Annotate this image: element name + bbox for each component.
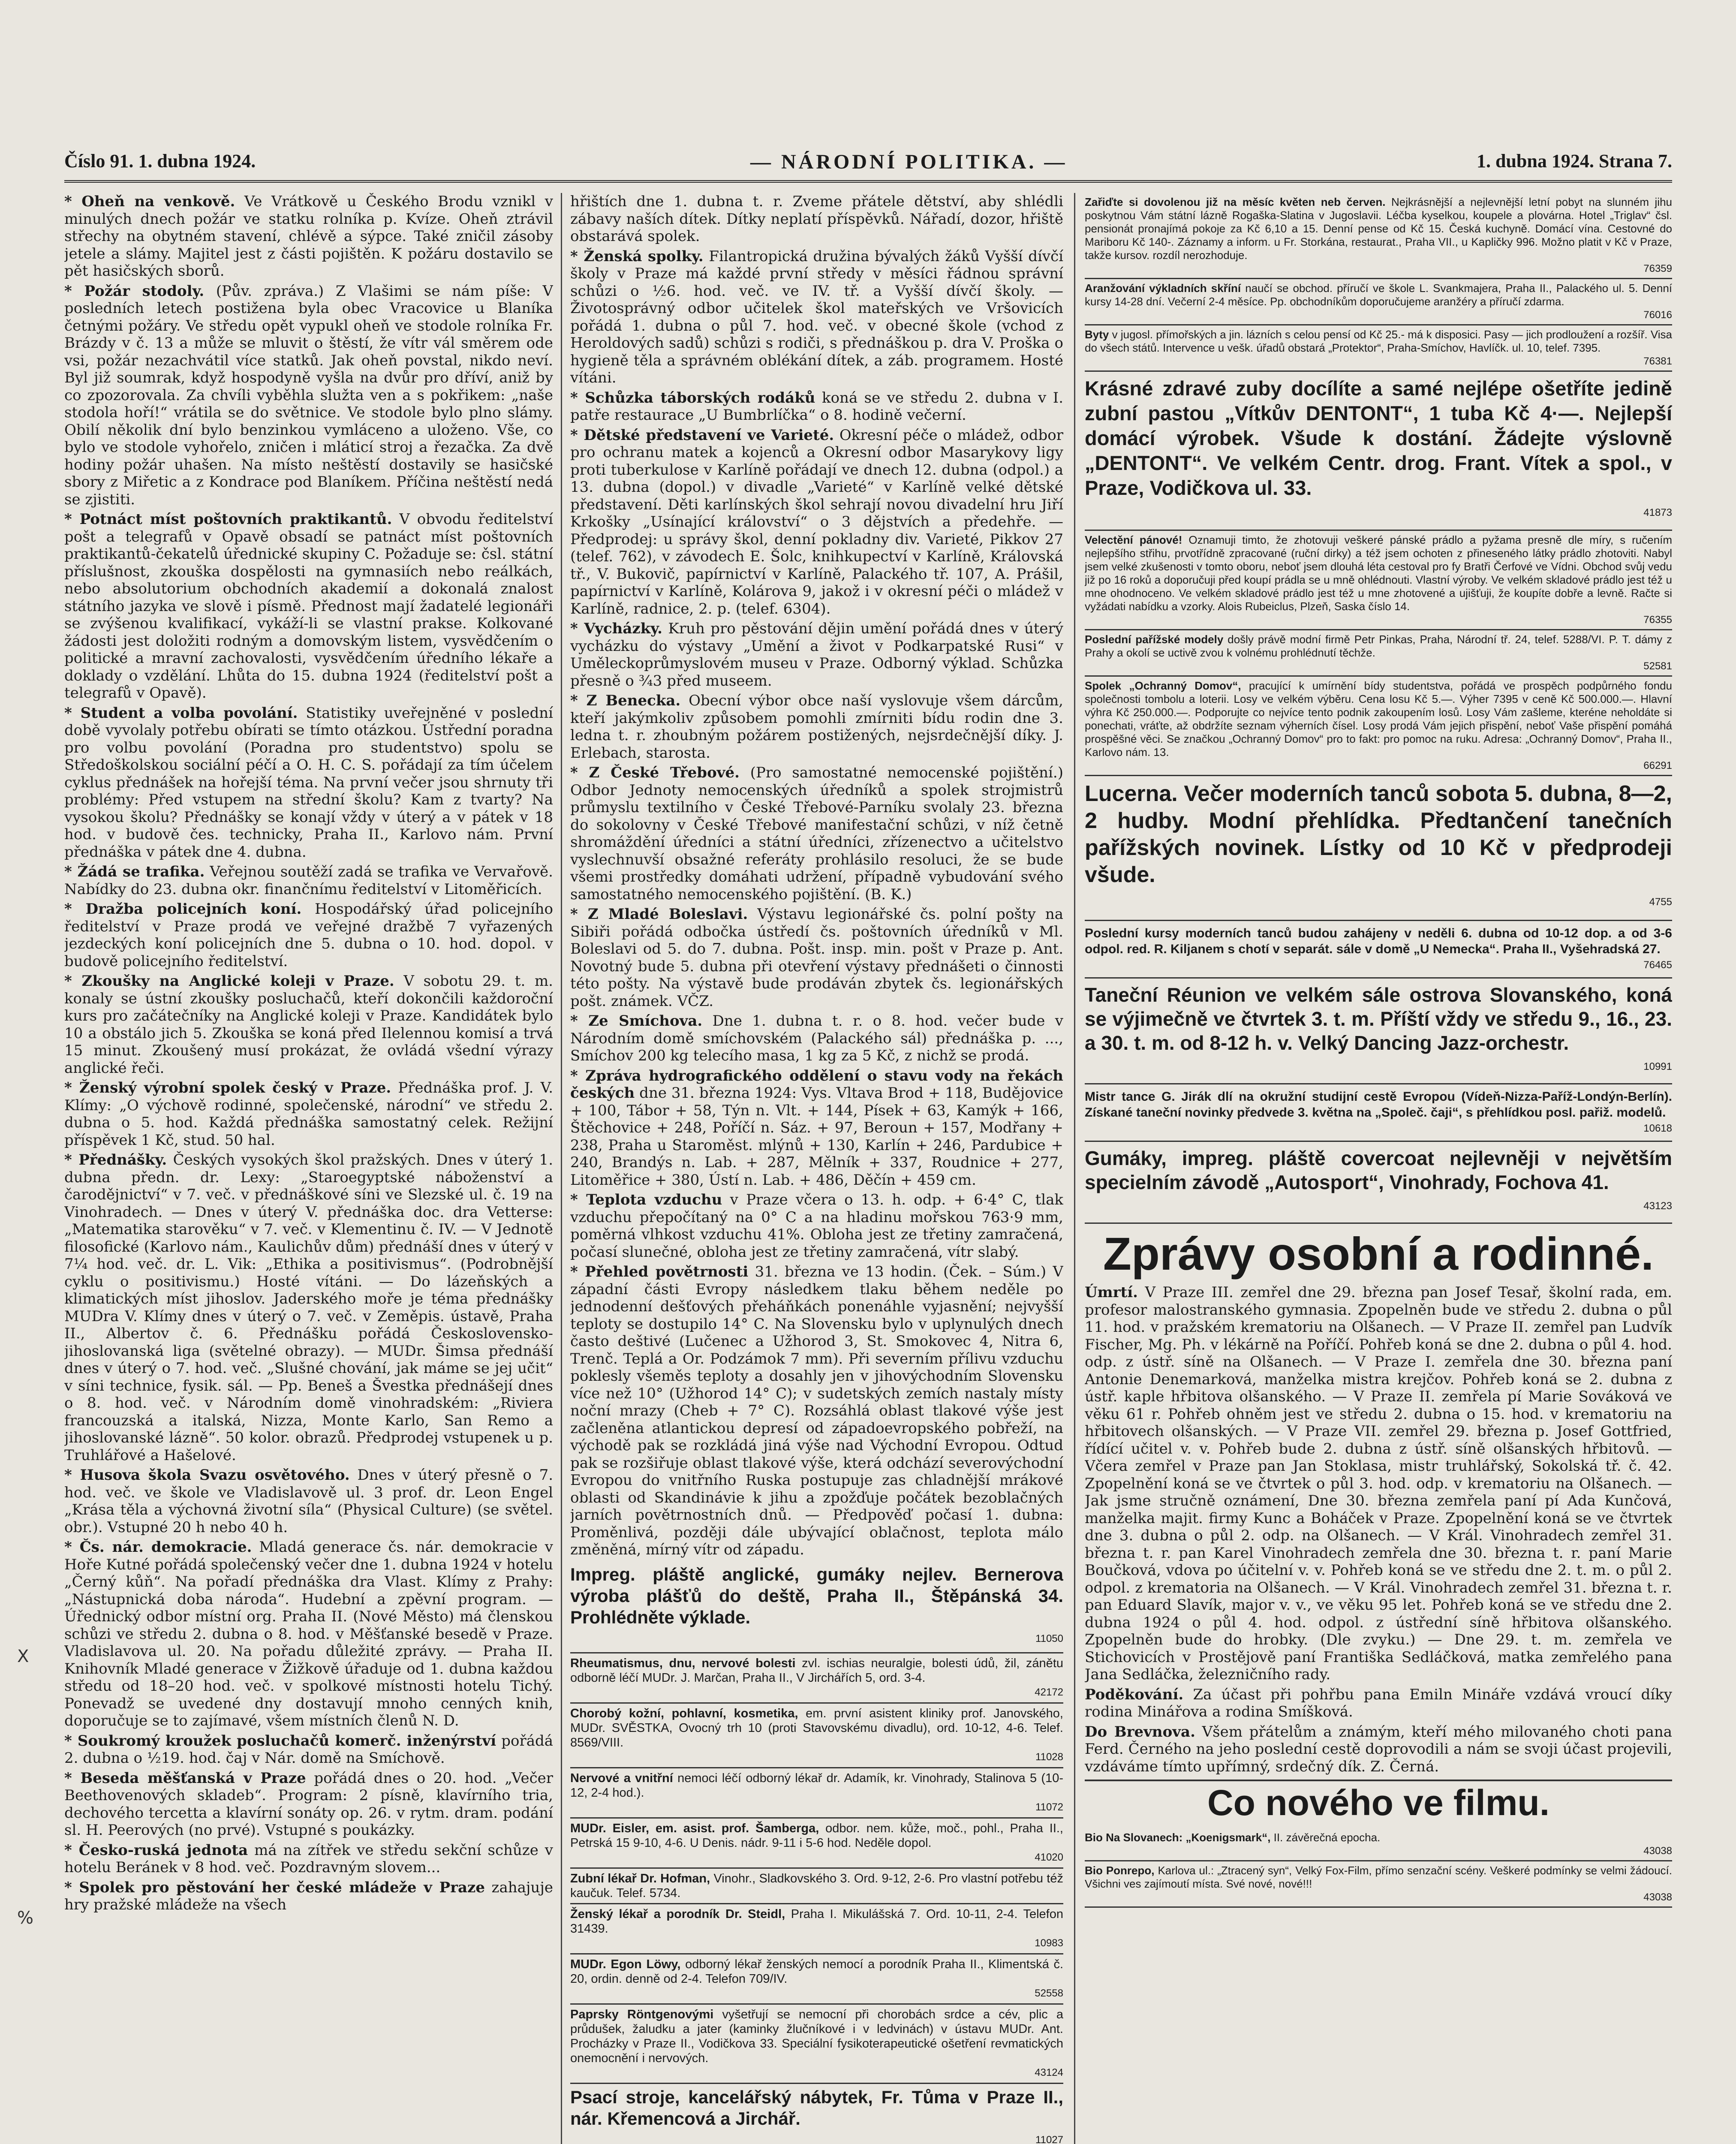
news-item bbox=[64, 1770, 553, 1839]
masthead bbox=[64, 150, 1672, 183]
edge-mark: % bbox=[17, 1908, 34, 1928]
classified-ad bbox=[570, 1704, 1063, 1768]
dentont-ad bbox=[1085, 372, 1672, 531]
news-item-text: Ve Vrátkově u Českého Brodu vznikl v minulých dnech požár ve statku rolníka p. Kvíze. Oheň ztrávil střechy na obytném stavení, chlévě a sýpce. Také zničil zásoby jetele a slámy. Majitel jest z části pojištěn. K požáru dostavilo se pět hasičských sborů. bbox=[64, 193, 553, 280]
ad-number: 43124 bbox=[1035, 2066, 1063, 2078]
display-ad-text: Poslední kursy moderních tanců budou zahájeny v neděli 6. dubna od 10-12 dop. a od 3-6 odpol. red. R. Kiljanem s chotí v separát. sále v domě „U Nemecka“. Praha II., Vyšehradská 27. bbox=[1085, 926, 1672, 956]
news-item bbox=[570, 1263, 1063, 1559]
classified-ad bbox=[1085, 1828, 1672, 1861]
ad-number: 76355 bbox=[1643, 614, 1672, 626]
news-item-text: 31. března ve 13 hodin. (Ček. – Súm.) V západní části Evropy následkem tlaku během neděle po jednodenní dešťových přeháňkách ponenáhle vyjasnění; nejvyšší teploty se dostupilo 14° C. Na Slovensku bylo v uplynulých dnech často deštivé (Lučenec a Užhorod 3, St. Smokovec 4, Nitra 6, Trenč. Teplá a Or. Podzámok 7 mm). Při severním přílivu vzduchu poklesly všeměs teploty a dosahly jen v jihovýchodním Slovensku více než 10° (Užhorod 14° C); v sudetských zemích nastaly místy noční mrazy (Cheb + 7° C). Rozsáhlá oblast tlakové výše jest začleněna atlantickou depresí od západoevropského pobřeží, na východě pak se rozkládá jiná výše nad Východní Evropou. Odtud pak se rozšiřuje oblast tlakové výše, která odchází severovýchodní Evropou do vnitřního Ruska postupuje zas chladnější mrákové oblasti od Skandinávie k jihu a zpožďuje počátek bezoblačných jarních povětrnostních dnů. — Předpověď počasí 1. dubna: Proměnlivá, později dále ubývající oblačnost, teplota málo změněná, mírný vítr od západu. bbox=[570, 1263, 1063, 1558]
ad-number: 76381 bbox=[1643, 355, 1672, 367]
news-item-text: Všem přátelům a známým, kteří mého milovaného choti pana Ferd. Černého na jeho poslední cestě doprovodili a nám se svoji účast projevili, vzdáváme tímto upřímný, srdečný dík. Z. Černá. bbox=[1085, 1723, 1672, 1775]
news-item-text: má na zítřek ve středu sekční schůze v hotelu Beránek v 8 hod. več. Pozdravným slovem... bbox=[64, 1841, 553, 1876]
news-item-text: Dnes v úterý přesně o 7. hod. več. ve škole ve Vladislavově ul. 3 prof. dr. Leon Engel „Krása těla a výchovná životní síla“ (Physical Culture) (se světel. obr.). Vstupné 20 h nebo 40 h. bbox=[64, 1466, 553, 1536]
ad-text: Praha I. Mikulášská 7. Ord. 10-11, 2-4. Telefon 31439. bbox=[570, 1907, 1063, 1936]
news-item-heading: * Spolek pro pěstování her české mládeže v Praze bbox=[64, 1879, 485, 1896]
issue-number: Číslo 91. 1. dubna 1924. bbox=[64, 151, 256, 172]
news-item-text: hřištích dne 1. dubna t. r. Zveme přátele dětství, aby shlédli zábavy naších dítek. Dítky neplatí příspěvků. Nářadí, dozor, hřiště obstarává spolek. bbox=[570, 193, 1063, 245]
news-item-heading: * Beseda měšťanská v Praze bbox=[64, 1769, 306, 1787]
ad-number: 41020 bbox=[1035, 1851, 1063, 1863]
column-1-news bbox=[64, 193, 553, 2144]
ad-heading: Velectění pánové! bbox=[1085, 533, 1182, 546]
news-item-text: Výstavu legionářské čs. polní pošty na Sibiři pořádá odbočka ústředí čs. poštovních úředníků v Ml. Boleslavi od 5. do 7. dubna. Pošt. insp. min. pošt v Praze p. Ant. Novotný bude 5. dubna při otevření výstavy přednášeti o činnosti této pošty. Na výstavě bude prodáván zbytek čs. legionářských pošt. známek. VČZ. bbox=[570, 906, 1063, 1010]
news-item-heading: Do Brevnova. bbox=[1085, 1723, 1195, 1740]
ad-number: 43123 bbox=[1643, 1200, 1672, 1212]
ad-text: nemoci léčí odborný lékař dr. Adamík, kr. Vinohrady, Stalinova 5 (10-12, 2-4 hod.). bbox=[570, 1771, 1063, 1800]
news-item-heading: * Zpráva hydrografického oddělení o stavu vody na řekách českých bbox=[570, 1067, 1063, 1102]
ad-number: 11072 bbox=[1035, 1801, 1063, 1813]
news-item bbox=[570, 764, 1063, 903]
news-item bbox=[570, 389, 1063, 424]
display-ad bbox=[1085, 776, 1672, 921]
column-2-news bbox=[570, 193, 1063, 2144]
news-item-heading: * Přehled povětrnosti bbox=[570, 1263, 749, 1280]
news-item-heading: * Z Benecka. bbox=[570, 692, 681, 709]
news-item-text: Přednáška prof. J. V. Klímy: „O výchově rodinné, společenské, národní“ ve středu 2. dubna o 5. hod. Každá přednáška samostatný celek. Režijní příspěvek 1 Kč, stud. 50 hal. bbox=[64, 1079, 553, 1149]
news-item bbox=[64, 1466, 553, 1536]
news-item bbox=[64, 1151, 553, 1464]
display-ad-text: Gumáky, impreg. pláště covercoat nejlevněji v největším specielním závodě „Autosport“, Vinohrady, Fochova 41. bbox=[1085, 1147, 1672, 1193]
news-item-heading: * Z Mladé Boleslavi. bbox=[570, 906, 748, 923]
ad-number: 41873 bbox=[1643, 507, 1672, 518]
news-item-text: Za účast při pohřbu pana Emiln Mináře vzdává vroucí díky rodina Minářova a rodina Smíšková. bbox=[1085, 1686, 1672, 1720]
news-item bbox=[570, 248, 1063, 387]
display-ad-text: Taneční Réunion ve velkém sále ostrova Slovanského, koná se výjimečně ve čtvrtek 3. t. m. Příští vždy ve středu 9., 16., 23. a 30. t. m. od 8-12 h. v. Velký Dancing Jazz-orchestr. bbox=[1085, 984, 1672, 1054]
ad-heading: MUDr. Eisler, em. asist. prof. Šamberga, bbox=[570, 1821, 819, 1835]
news-item bbox=[64, 193, 553, 280]
news-item-heading: Poděkování. bbox=[1085, 1686, 1184, 1703]
column-rule bbox=[1074, 193, 1075, 2144]
ad-text: zvl. ischias neuralgie, bolesti údů, žil, zánětu odborně léčí MUDr. J. Marčan, Praha II., V Jirchářích 5, ord. 3-4. bbox=[570, 1656, 1063, 1685]
news-item-text: V Praze III. zemřel dne 29. března pan Josef Tesař, školní rada, em. profesor malostranského gymnasia. Zpopelněn bude ve středu 2. dubna o půl 11. hod. v pražském krematoriu na Olšanech. — V Praze II. zemřel pan Ludvík Fischer, Mg. Ph. v lékárně na Poříčí. Pohřeb koná se dne 2. dubna o půl 4. hod. odp. z ústř. síně na Olšanech. — V Praze I. zemřela dne 30. března paní Antonie Denemarková, manželka mistra krejčov. Pohřeb koná se 2. dubna z ústř. kaple hřbitova olšanského. — V Praze II. zemřela pí Marie Sováková ve věku 61 r. Pohřeb ohněm jest ve středu 2. dubna o 15. hod. v krematoriu na hřbitovech olšanských. — V Praze VII. zemřel 29. března p. Josef Gottfried, řídící učitel v. v. Pohřeb bude 2. dubna z ústř. síně olšanských hřbitovů. — Včera zemřel v Praze pan Jan Stoklasa, mistr truhlářský, Sokolská tř. č. 42. Zpopelnění koná se ve čtvrtek o půl 3. hod. odp. v krematoriu na Olšanech. — Jak jsme stručně oznámení, Dne 30. března zemřela paní pí Ada Kunčová, manželka majit. firmy Kunc a Boháček v Praze. Zpopelnění koná se ve čtvrtek dne 3. dubna o půl 2. odp. na Olšanech. — V Král. Vinohradech zemřel 31. března t. r. pan Karel Vinohradech zemřela dne 30. března t. r. paní Marie Boučková, vdova po účitelní v. v. Pohřeb koná se ve středu dne 2. t. m. o půl 2. odpol. z krematoria na Olšanech. — V Král. Vinohradech zemřel 31. března t. r. pan Eduard Slavík, major v. v., ve věku 95 let. Pohřeb koná se ve středu dne 2. dubna 1924 o půl 4. hod. odpol. z ústřední síně hřbitova olšanského. Zpopelněn bude do hrobky. (Dle zvyku.) — Dne 29. t. m. zemřela ve Stichovicích v Prostějově paní Františka Sedláčková, matka zemřelého pana Jana Sedláčka, železničního rady. bbox=[1085, 1284, 1672, 1683]
ad-text: Nejkrásnější a nejlevnější letní pobyt na slunném jihu poskytnou Vám státní lázně Rogaška-Slatina v Jugoslavii. Léčba kyselkou, koupele a plovárna. Hotel „Triglav“ čsl. pensionát pronajímá pokoje za Kč 6,10 a 15. Denní pense od Kč 15. Česká kuchyně. Domácí vína. Cestovné do Mariboru Kč 140-. Záznamy a inform. u Fr. Storkána, restaurat., Praha VII., u Kapličky 996. Možno platit v Kč v Praze, takže kursov. rozdíl nerozhoduje. bbox=[1085, 196, 1672, 262]
ad-heading: Chorobý kožní, pohlavní, kosmetika, bbox=[570, 1706, 798, 1720]
ad-text: pracující k umírnění bídy studentstva, pořádá ve prospěch podpůrného fondu společnosti tombolu a loterii. Losy ve velkém výběru. Cena losu Kč 5.—. Výher 7395 v ceně Kč 500.000.—. Hlavní výhra Kč 250.000.—. Podporujte co nejvíce tento podnik zakoupením losů. Losy Vám zašleme, kteréne neholdáte si ponechati, vráťte, až obdržíte seznam výherních čísel. Losy prodá Vám jejich přispění, neboť Vaše přispění pomáhá prospěšné věci. Se značkou „Ochranný Domov“ pro to fakt: pro pomoc na ruku. Adresa: „Ochranný Domov“, Praha II., Karlovo nám. 13. bbox=[1085, 679, 1672, 759]
ad-heading: Zubní lékař Dr. Hofman, bbox=[570, 1871, 710, 1885]
news-item bbox=[64, 1732, 553, 1767]
news-item bbox=[64, 511, 553, 702]
display-ad-text: Mistr tance G. Jirák dlí na okružní studijní cestě Evropou (Vídeň-Nizza-Paříž-Londýn-Berlín). Získané taneční novinky předvede 3. května na „Společ. čaji“, s přehlídkou posl. pařiž. modelů. bbox=[1085, 1090, 1672, 1120]
display-ad bbox=[1085, 1142, 1672, 1224]
classified-ad bbox=[570, 1768, 1063, 1819]
ad-number: 11027 bbox=[1035, 2134, 1063, 2144]
news-item-heading: * Schůzka táborských rodáků bbox=[570, 389, 815, 407]
classified-ad bbox=[1085, 677, 1672, 776]
news-item-text: V obvodu ředitelství pošt a telegrafů v Opavě obsadí se patnáct míst poštovních praktikantů-čekatelů úřednické skupiny C. Požaduje se: čsl. státní příslušnost, zkouška dospělosti na gymnasiích nebo reálkách, nebo absolutorium obchodních akademií a dokonalá znalost státního jazyka ve slově i písmě. Přednost mají žadatelé legionáři se zvýšenou kvalifikací, vykáží-li se vlastní prakse. Kolkované žádosti jest doložiti rodným a domovským listem, vysvědčením o politické a mravní zachovalosti, vysvědčením úředního lékaře a doklady o vzdělání. Lhůta do 15. dubna 1924 (ředitelství pošt a telegrafů v Opavě). bbox=[64, 511, 553, 702]
ad-number: 66291 bbox=[1643, 760, 1672, 771]
ad-number: 52558 bbox=[1035, 1987, 1063, 1999]
news-item-heading: * Soukromý kroužek posluchačů komerč. inženýrství bbox=[64, 1732, 496, 1750]
news-item bbox=[570, 427, 1063, 618]
ad-heading: Byty bbox=[1085, 328, 1109, 341]
news-item-heading: * Student a volba povolání. bbox=[64, 704, 298, 722]
news-item-heading: * Ženská spolky. bbox=[570, 247, 704, 265]
news-item-heading: * Požár stodoly. bbox=[64, 282, 205, 300]
ad-number: 43038 bbox=[1643, 1845, 1672, 1857]
ad-number: 76016 bbox=[1643, 309, 1672, 321]
display-ad bbox=[1085, 979, 1672, 1084]
ad-number: 42172 bbox=[1035, 1686, 1063, 1698]
news-item bbox=[64, 283, 553, 509]
date-page: 1. dubna 1924. Strana 7. bbox=[1476, 151, 1672, 172]
ad-number: 10618 bbox=[1643, 1123, 1672, 1134]
news-item-text: pořádá 2. dubna o ½19. hod. čaj v Nár. domě na Smíchově. bbox=[64, 1732, 553, 1767]
news-item bbox=[64, 1842, 553, 1876]
ad-text: vyšetřují se nemocní při chorobách srdce a cév, plic a průdušek, žaludku a jater (kaminky žlučníkové i v ledvinách) v ústavu MUDr. Ant. Procházky v Praze II., Vodičkova 33. Speciální fysikoterapeutické ošetření revmatických onemocnění i nervových. bbox=[570, 2007, 1063, 2065]
news-item bbox=[64, 1879, 553, 1914]
ad-text: Karlova ul.: „Ztracený syn“, Velký Fox-Film, přímo senzační scény. Veškeré podmínky se velmi žádoucí. Všichni ves zajímoutí místa. Své nové, nové!!! bbox=[1085, 1864, 1672, 1890]
ad-text: Vinohr., Sladkovského 3. Ord. 9-12, 2-6. Pro vlastní potřebu též kaučuk. Telef. 5734. bbox=[570, 1871, 1063, 1900]
news-item bbox=[64, 973, 553, 1077]
display-ad bbox=[1085, 921, 1672, 979]
news-item bbox=[570, 620, 1063, 690]
classified-ad bbox=[1085, 279, 1672, 325]
classified-ad bbox=[570, 1819, 1063, 1869]
news-item-heading: * Česko-ruská jednota bbox=[64, 1841, 248, 1859]
news-item bbox=[570, 1067, 1063, 1189]
ad-heading: Bio Ponrepo, bbox=[1085, 1864, 1155, 1877]
ad-text: v jugosl. přímořských a jin. lázních s celou pensí od Kč 25.- má k disposici. Pasy — jich prodloužení a rozšíř. Visa do všech států. Intervence u vešk. úřadů obstará „Protektor“, Praha-Smíchov, Havlíčk. ul. 10, telef. 7395. bbox=[1085, 328, 1672, 354]
ad-heading: Zařiďte si dovolenou již na měsíc květen neb červen. bbox=[1085, 196, 1386, 208]
display-ad bbox=[1085, 1084, 1672, 1142]
news-item-heading: * Žádá se trafika. bbox=[64, 863, 205, 880]
ad-number: 52581 bbox=[1643, 660, 1672, 672]
news-item bbox=[64, 900, 553, 970]
news-item-text: Hospodářský úřad policejního ředitelství v Praze prodá ve veřejné dražbě 7 vyřazených jezdeckých koní policejních dne 5. dubna o 10. hod. dopol. v budově policejního ředitelství. bbox=[64, 900, 553, 970]
classified-ad bbox=[570, 2005, 1063, 2084]
edge-mark: X bbox=[17, 1647, 29, 1666]
classified-ad bbox=[1085, 630, 1672, 677]
news-item-heading: * Oheň na venkově. bbox=[64, 193, 235, 210]
news-item-text: zahajuje hry pražské mládeže na všech bbox=[64, 1879, 553, 1913]
news-item-heading: * Čs. nár. demokracie. bbox=[64, 1539, 252, 1556]
column-2-ads bbox=[570, 1561, 1063, 2144]
news-item bbox=[64, 1079, 553, 1149]
ad-heading: Poslední pařížské modely bbox=[1085, 633, 1224, 646]
ad-heading: Aranžování výkladních skříní bbox=[1085, 282, 1241, 295]
classified-ad bbox=[1085, 193, 1672, 279]
ad-text: naučí se obchod. příručí ve škole L. Svankmajera, Praha II., Palackého ul. 5. Denní kursy 14-28 dní. Večerní 2-4 měsíce. Pp. obchodníkům doporučujeme aranžéry a příručí zdarma. bbox=[1085, 282, 1672, 308]
news-item bbox=[1085, 1284, 1672, 1683]
news-item bbox=[1085, 1723, 1672, 1776]
news-item-heading: * Dětské představení ve Varieté. bbox=[570, 426, 834, 444]
ad-heading: Spolek „Ochranný Domov“, bbox=[1085, 679, 1241, 692]
news-item-text: Dne 1. dubna t. r. o 8. hod. večer bude v Národním domě smíchovském (Palackého sál) přednáška p. ..., Smíchov 200 kg telecího masa, 1 kg za 5 Kč, z nichž se prodá. bbox=[570, 1012, 1063, 1064]
classified-ad bbox=[1085, 1861, 1672, 1908]
news-item-heading: * Husova škola Svazu osvětového. bbox=[64, 1466, 350, 1484]
paper-title: — NÁRODNÍ POLITIKA. — bbox=[750, 151, 1068, 173]
news-item-heading: * Z České Třebové. bbox=[570, 764, 740, 781]
news-item-heading: * Zkoušky na Anglické koleji v Praze. bbox=[64, 973, 394, 990]
film-news-title: Co nového ve filmu. bbox=[1085, 1780, 1672, 1824]
ad-number: 43038 bbox=[1643, 1891, 1672, 1903]
news-item-heading: * Dražba policejních koní. bbox=[64, 900, 302, 918]
ad-text: em. první asistent kliniky prof. Janovského, MUDr. SVĚSTKA, Ovocný trh 10 (proti Stavovskému divadlu), ord. 10-12, 4-6. Telef. 8569/VIII. bbox=[570, 1706, 1063, 1750]
ad-number: 10983 bbox=[1035, 1937, 1063, 1949]
classified-ad bbox=[1085, 325, 1672, 372]
classified-ad bbox=[570, 1561, 1063, 1653]
news-item bbox=[570, 906, 1063, 1010]
newspaper-page bbox=[64, 111, 1672, 2144]
news-item-text: v Praze včera o 13. h. odp. + 6·4° C, tlak vzduchu přepočítaný na 0° C a na hladinu mořskou 763·9 mm, poměrná vlhkost vzduchu 41%. Obloha jest ze třetiny zamračená, počasí slunečné, obloha jest ze třetiny zamračená, vítr slabý. bbox=[570, 1191, 1063, 1261]
news-item bbox=[64, 705, 553, 861]
news-item-text: Filantropická družina bývalých žáků Vyšší dívčí školy v Praze má každé první středy v měsíci řádnou správní schůzi o ½6. hod. več. ve IV. tř. a Vyšší dívčí školy. — Životosprávný odbor učitelek škol mateřských ve Vršovicích pořádá 1. dubna o půl 7. hod. več. v obecné škole (vchod z Heroldových sadů) schůzi s rodiči, s přednáškou p. dra V. Proška o hygieně těla a správném oblékání dítek, a záb. programem. Hosté vítáni. bbox=[570, 247, 1063, 386]
dentont-ad-text: Krásné zdravé zuby docílíte a samé nejlépe ošetříte jedině zubní pastou „Vítkův DENTONT“, 1 tuba Kč 4·—. Nejlepší domácí výrobek. Všude k dostání. Žádejte výslovně „DENTONT“. Ve velkém Centr. drog. Frant. Vítek a spol., v Praze, Vodičkova ul. 33. bbox=[1085, 377, 1672, 499]
column-3-ads-personal bbox=[1085, 193, 1672, 2144]
ad-text: odbor. nem. kůže, moč., pohl., Praha II., Petrská 15 9-10, 4-6. U Denis. nádr. 9-11 i 5-6 hod. Neděle dopol. bbox=[570, 1821, 1063, 1850]
news-item bbox=[570, 1191, 1063, 1261]
ad-text: došly právě modní firmě Petr Pinkas, Praha, Národní tř. 24, telef. 5288/VI. P. T. dámy z Prahy a okolí se uctivě zvou k volnému prohlédnutí těchže. bbox=[1085, 633, 1672, 659]
news-item-heading: * Teplota vzduchu bbox=[570, 1191, 722, 1208]
news-item-text: (Pro samostatné nemocenské pojištění.) Odbor Jednoty nemocenských úředníků a spolek strojmistrů průmyslu textilního v České Třebové-Parníku svolaly 23. března do sokolovny v České Třebové manifestační schůzi, v níž četně shromáždění úředníci a státní úředníci, zřízenectvo a učitelstvo vyslechnuvší obsažné referáty prohlásilo resoluci, že se bude všemi prostředky domáhati udržení, případně vybudování svého samostatného nemocenského pojištění. (B. K.) bbox=[570, 764, 1063, 903]
ad-heading: MUDr. Egon Löwy, bbox=[570, 1957, 681, 1971]
ad-heading: Psací stroje, kancelářský nábytek, Fr. Tůma v Praze II., nár. Křemencová a Jirchář. bbox=[570, 2087, 1063, 2129]
news-item-heading: * Ženský výrobní spolek český v Praze. bbox=[64, 1079, 391, 1096]
ad-text: II. závěrečná epocha. bbox=[1270, 1831, 1381, 1844]
news-item-text: Mladá generace čs. nár. demokracie v Hoře Kutné pořádá společenský večer dne 1. dubna 1924 v hotelu „Černý kůň“. Na pořadí přednáška dra Vlast. Klímy z Prahy: „Nástupnická doba národa“. Hudební a zpěvní program. — Úřednický odbor místní org. Praha II. (Nové Město) má členskou schůzi ve středu 2. dubna o 8. hod. v Měšťanské besedě v Praze. Vladislavova ul. 20. Na pořadu důležité zprávy. — Praha II. Knihovník Mladé generace v Žižkově úřaduje od 1. dubna každou středu od 18–20 hod. več. v spolkové místnosti hotelu Tichý. Ponevadž se uvedené dny dostavují mnoho cenných knih, doporučuje se to zajímavé, všem místních členů N. D. bbox=[64, 1539, 553, 1729]
news-item-text: koná se ve středu 2. dubna v I. patře restaurace „U Bumbrlíčka“ o 8. hodině večerní. bbox=[570, 389, 1063, 424]
news-item bbox=[570, 193, 1063, 245]
ad-heading: Impreg. pláště anglické, gumáky nejlev. Bernerova výroba plášťů do deště, Praha II., Štěpánská 34. Prohlédněte výklade. bbox=[570, 1564, 1063, 1627]
ad-heading: Nervové a vnitřní bbox=[570, 1771, 673, 1785]
news-item-text: Veřejnou soutěží zadá se trafika ve Vervařově. Nabídky do 23. dubna okr. finančnímu ředitelství v Litoměřicích. bbox=[64, 863, 553, 898]
classified-ad bbox=[570, 1653, 1063, 1704]
ad-number: 76359 bbox=[1643, 263, 1672, 274]
news-item-text: pořádá dnes o 20. hod. „Večer Beethovenových skladeb“. Program: 2 písně, klavírního tria, dechového tercetta a klavírní sonáty op. 26. v rytm. dram. podání sl. H. Peerových (no prvé). Vstupné s poukázky. bbox=[64, 1769, 553, 1839]
news-item-text: dne 31. března 1924: Vys. Vltava Brod + 118, Budějovice + 100, Tábor + 58, Týn n. Vlt. + 144, Písek + 63, Kamýk + 166, Štěchovice + 248, Poříčí n. Sáz. + 97, Beroun + 157, Modřany + 238, Praha u Staroměst. mlýnů + 130, Karlín + 246, Pardubice + 240, Brandýs n. Lab. + 287, Mělník + 337, Roudnice + 277, Litoměřice + 380, Ústí n. Lab. + 486, Děčín + 459 cm. bbox=[570, 1084, 1063, 1189]
ad-heading: Paprsky Röntgenovými bbox=[570, 2007, 714, 2021]
news-item-heading: * Potnáct míst poštovních praktikantů. bbox=[64, 511, 392, 528]
ad-text: Oznamuji timto, že zhotovuji veškeré pánské prádlo a pyžama presně dle míry, s ručením nejlepšího střihu, prvotřídně zpracované (ruční dirky) a též jsem ochoten z přineseného látky prádlo zhotoviti. Nabyl jsem velké zkušenosti v tomto oboru, neboť jsem dlouhá léta cestoval pro fy Bratři Čerfové ve Vídni. Obchod svůj vedu již po 16 roků a doporučuji před koupí prádla se u mně ohlédnouti. Vlastní výroby. Ve velkém skladové prádlo jest též u mne ohodnoceno. Ve velkém skladové prádlo jest též u mne zhotovené a ujišťuji, že koupíte dobře a levně. Račte si vyžádati nabídku a vzorky. Alois Rubeiclus, Plzeň, Saska číslo 14. bbox=[1085, 533, 1672, 613]
ad-number: 10991 bbox=[1643, 1061, 1672, 1072]
news-item-text: Kruh pro pěstování dějin umění pořádá dnes v úterý vycházku do výstavy „Umění a život v Podkarpatské Rusi“ v Uměleckoprůmyslovém museu v Praze. Odborný výklad. Schůzka přesně o ¾3 před museem. bbox=[570, 620, 1063, 690]
news-item bbox=[64, 1539, 553, 1730]
display-ad-text: Lucerna. Večer moderních tanců sobota 5. dubna, 8—2, 2 hudby. Modní přehlídka. Předtančení tanečních pařížských novinek. Lístky od 10 Kč v předprodeji všude. bbox=[1085, 781, 1672, 887]
classified-ad bbox=[570, 1869, 1063, 1904]
classified-ad bbox=[1085, 531, 1672, 630]
ad-text: odborný lékař ženských nemocí a porodník Praha II., Klimentská č. 20, ordin. denně od 2-4. Telefon 709/IV. bbox=[570, 1957, 1063, 1986]
classified-ad bbox=[570, 2084, 1063, 2144]
news-item-text: Okresní péče o mládež, odbor pro ochranu matek a kojenců a Okresní odbor Masarykovy ligy proti tuberkulose v Karlíně pořádají ve dnech 12. dubna (odpol.) a 13. dubna (dopol.) v divadle „Varieté“ v Karlíně velké dětské představení. Děti karlínských škol sehrají novou divadelní hru Jiří Krkošky „Usínající království“ o 3 dějstvích a předehře. — Předprodej: u správy škol, denní pokladny div. Varieté, Pikkov 27 (telef. 762), v závodech E. Šolc, knihkupectví v Karlíně, Královská tř., V. Bukovič, papírnictví v Karlíně, Palackého tř. 107, A. Prášil, papírnictví v Karlíně, Kolárova 9, jakož i v okresní péči o mládež v Karlíně, radnice, 2. p. (telef. 6304). bbox=[570, 426, 1063, 617]
ad-number: 76465 bbox=[1643, 959, 1672, 971]
news-item bbox=[570, 1012, 1063, 1065]
ad-number: 11050 bbox=[1035, 1632, 1063, 1644]
news-item-heading: Úmrtí. bbox=[1085, 1284, 1138, 1301]
news-item bbox=[64, 863, 553, 898]
ad-heading: Bio Na Slovanech: „Koenigsmark“, bbox=[1085, 1831, 1271, 1844]
news-item-text: Obecní výbor obce naší vyslovuje všem dárcům, kteří jakýmkoliv způsobem pomohli zmírniti bídu rodin dne 3. ledna t. r. zhoubným požárem postižených, nejsrdečnější díky. J. Erlebach, starosta. bbox=[570, 692, 1063, 762]
news-item-text: (Pův. zpráva.) Z Vlašimi se nám píše: V posledních letech postižena byla obec Vracovice u Blaníka četnými požáry. Ve středu opět vypukl oheň ve stodole rolníka Fr. Brázdy v č. 13 a může se mluvit o štěstí, že vítr vál směrem ode vsi, požár nezachvátil více statků. Jak oheň povstal, nikdo neví. Byl již soumrak, když hospodyně vyšla na dvůr pro dříví, aniž by co zpozorovala. Za chvíli vyběhla služta ven a s pokřikem: „naše stodola hoří!“ vrátila se do světnice. Ve stodole bylo plno slámy. Obilí několik dní bylo benzinkou vymláceno a uloženo. Vše, co bylo ve stodole vyhořelo, zničen i mláticí stroj a řezačka. Za dvě hodiny požár uhašen. Na místo neštěstí dostavily se hasičské sbory z Miřetic a z Kondrace pod Blaníkem. Příčina neštěstí nedá se zjistiti. bbox=[64, 282, 553, 508]
classified-ad bbox=[570, 1954, 1063, 2005]
ad-number: 11028 bbox=[1035, 1751, 1063, 1763]
news-item-heading: * Vycházky. bbox=[570, 620, 662, 637]
news-item-text: Českých vysokých škol pražských. Dnes v úterý 1. dubna předn. dr. Lexy: „Staroegyptské náboženství a čarodějnictví“ v 7. več. v přednáškové síni ve Slezské ul. č. 19 na Vinohradech. — Dnes v úterý V. přednáška doc. dra Vetterse: „Matematika starověku“ v 7. več. v Klementinu č. IV. — V Jednotě filosofické (Karlovo nám., Kaulichův dům) přednáší dnes v úterý v 7¼ hod. več. dr. L. Vik: „Ethika a positivismus“. (Podrobnější cyklu o positivismu.) Hosté vítáni. — Do lázeňských a klimatických míst jihoslov. Jaderského moře je téma přednášky MUDra V. Klímy dnes v úterý o 7. več. v Zeměpis. ústavě, Praha II., Albertov č. 6. Přednášku pořádá Československo-jihoslovanská liga (světelné obrazy). — MUDr. Šimsa přednáší dnes v úterý o 7. hod. več. „Slušné chování, jak máme se jej učit“ v síni technice, fysik. sál. — Pp. Beneš a Švestka přednášejí dnes o 8. hod. več. v Národním domě vinohradském: „Riviera francouzská a italská, Nizza, Monte Karlo, San Remo a jihoslovanské lázně“. 50 kolor. obrazů. Předprodej vstupenek u p. Truhlářové a Hašelové. bbox=[64, 1151, 553, 1464]
ad-number: 4755 bbox=[1649, 896, 1672, 908]
news-item bbox=[570, 692, 1063, 762]
classified-ad bbox=[570, 1904, 1063, 1954]
personal-news-title: Zprávy osobní a rodinné. bbox=[1103, 1228, 1654, 1280]
news-item-heading: * Ze Smíchova. bbox=[570, 1012, 703, 1030]
column-rule bbox=[561, 193, 562, 2144]
news-item-heading: * Přednášky. bbox=[64, 1151, 167, 1168]
news-item-text: V sobotu 29. t. m. konaly se ústní zkoušky posluchačů, kteří dokončili každoroční kurs pro začátečníky na Anglické koleji v Praze. Kandidátek bylo 10 a obstálo jich 5. Zkouška se koná před Ilelennou komisí a trvá 15 minut. Zkoušený musí prokázat, že ovládá všední výrazy anglické řeči. bbox=[64, 973, 553, 1077]
news-item-text: Statistiky uveřejněné v poslední době vyvolaly potřebu obírati se tímto otázkou. Ústřední poradna pro volbu povolání (Poradna pro studentstvo) spolu se Středoškolskou sociální péčí a O. H. C. S. pořádají za tím účelem cyklus přednášek na hořejší téma. Na první večer jsou shrnuty tři problémy: Před vstupem na střední školu? Kam z tvarty? Na vysokou školu? Přednášky se konají vždy v úterý a v pátek v 18 hod. v budově čes. technicky, Praha II., Karlovo nám. První přednáška v pátek dne 4. dubna. bbox=[64, 704, 553, 861]
ad-heading: Ženský lékař a porodník Dr. Steidl, bbox=[570, 1907, 785, 1921]
ad-heading: Rheumatismus, dnu, nervové bolesti bbox=[570, 1656, 796, 1670]
news-item bbox=[1085, 1686, 1672, 1721]
